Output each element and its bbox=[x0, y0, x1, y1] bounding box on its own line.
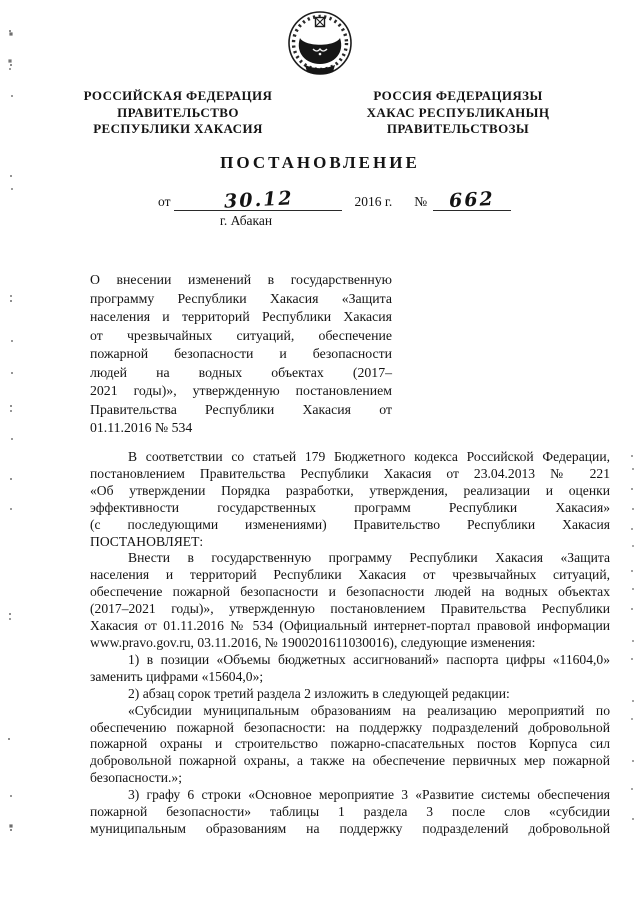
text-line: (2017–2021 годы)», утвержденную постановлением Правительства Республики bbox=[90, 601, 610, 617]
text-line: безопасности.»; bbox=[90, 770, 182, 786]
text-line: 2) абзац сорок третий раздела 2 изложить в следующей редакции: bbox=[128, 685, 510, 701]
letterhead-khakas bbox=[358, 88, 558, 138]
text-line: «Об утверждении Порядка разработки, утверждения, реализации и оценки bbox=[90, 482, 610, 498]
text-line: 01.11.2016 № 534 bbox=[90, 420, 193, 435]
text-line: РОССИЙСКАЯ ФЕДЕРАЦИЯ bbox=[83, 88, 273, 103]
text-line: обеспечению пожарной безопасности: на поддержку подразделений добровольной bbox=[90, 719, 610, 735]
text-line: населения и территорий Республики Хакасия bbox=[90, 309, 392, 324]
text-line: 2021 годы)», утвержденную постановлением bbox=[90, 383, 392, 398]
text-line: www.pravo.gov.ru, 03.11.2016, № 1900201611030016), следующие изменения: bbox=[90, 634, 536, 650]
paragraph-preamble bbox=[90, 449, 610, 550]
text-line: обеспечение пожарной безопасности и безопасности людей на водных объектах bbox=[90, 584, 610, 600]
text-line: добровольной пожарной охраны, а также на обеспечение первичных мер пожарной bbox=[90, 753, 610, 769]
text-line: РЕСПУБЛИКИ ХАКАСИЯ bbox=[93, 121, 263, 136]
text-line: заменить цифрами «15604,0»; bbox=[90, 668, 264, 684]
text-line: Правительства Республики Хакасия от bbox=[90, 401, 392, 417]
decree-title: ПОСТАНОВЛЕНИЕ bbox=[220, 153, 420, 172]
text-line: программу Республики Хакасия «Защита bbox=[90, 290, 392, 306]
text-line: пожарной безопасности» таблицы 1 раздела 3 после слов «субсидии bbox=[90, 804, 610, 820]
text-line: ПОСТАНОВЛЯЕТ: bbox=[90, 533, 204, 549]
text-line: населения и территорий Республики Хакасия от чрезвычайных ситуаций, bbox=[90, 567, 610, 583]
text-line: РОССИЯ ФЕДЕРАЦИЯЗЫ bbox=[373, 88, 543, 103]
text-line: пожарной охраны и строительство пожарно-спасательных постов Корпуса сил bbox=[90, 736, 610, 752]
text-line: 1) в позиции «Объемы бюджетных ассигнований» паспорта цифры «11604,0» bbox=[128, 651, 610, 667]
handwritten-date: 30.12 bbox=[223, 187, 294, 213]
paragraph-amendment-item-1 bbox=[90, 652, 610, 686]
paragraph-amendment-item-2 bbox=[90, 686, 610, 703]
text-line: муниципальным образованиям на поддержку подразделений добровольной bbox=[90, 820, 610, 836]
letterhead-russian bbox=[78, 88, 278, 138]
decree-subject bbox=[90, 271, 392, 438]
text-line: ПРАВИТЕЛЬСТВОЗЫ bbox=[386, 121, 530, 136]
paragraph-amendment-item-3 bbox=[90, 787, 610, 838]
text-line: от чрезвычайных ситуаций, обеспечение bbox=[90, 327, 392, 343]
text-line: Хакасия от 01.11.2016 № 534 (Официальный интернет-портал правовой информации bbox=[90, 618, 610, 634]
date-blank-line bbox=[174, 188, 342, 211]
khakassia-coat-of-arms-icon bbox=[286, 7, 354, 77]
text-line: людей на водных объектах (2017– bbox=[90, 364, 392, 380]
text-line: постановлением Правительства Республики Хакасия от 23.04.2013 № 221 bbox=[90, 465, 610, 481]
text-line: ПРАВИТЕЛЬСТВО bbox=[117, 104, 239, 120]
text-line: Внести в государственную программу Республики Хакасия «Защита bbox=[128, 550, 610, 566]
text-line: пожарной безопасности и безопасности bbox=[90, 346, 392, 361]
handwritten-number: 662 bbox=[448, 187, 496, 213]
paragraph-amendment-item-2-quote bbox=[90, 703, 610, 788]
number-sign: № bbox=[414, 194, 428, 209]
number-blank-line bbox=[433, 188, 511, 211]
text-line: О внесении изменений в государственную bbox=[90, 272, 392, 287]
text-line: ХАКАС РЕСПУБЛИКАНЫҢ bbox=[366, 104, 550, 120]
year-label: 2016 г. bbox=[354, 194, 393, 209]
paragraph-resolution-intro bbox=[90, 550, 610, 651]
text-line: «Субсидии муниципальным образованиям на реализацию мероприятий по bbox=[128, 702, 610, 718]
scan-noise bbox=[0, 0, 2, 2]
text-line: эффективности государственных программ Республики Хакасия» bbox=[90, 499, 610, 515]
text-line: В соответствии со статьей 179 Бюджетного кодекса Российской Федерации, bbox=[128, 449, 610, 464]
text-line: 3) графу 6 строки «Основное мероприятие 3 «Развитие системы обеспечения bbox=[128, 787, 610, 803]
decree-body bbox=[90, 449, 610, 838]
text-line: (с последующими изменениями) Правительство Республики Хакасия bbox=[90, 516, 610, 532]
date-number-line bbox=[158, 188, 511, 211]
date-from-label: от bbox=[158, 194, 171, 209]
city-label: г. Абакан bbox=[219, 213, 273, 228]
